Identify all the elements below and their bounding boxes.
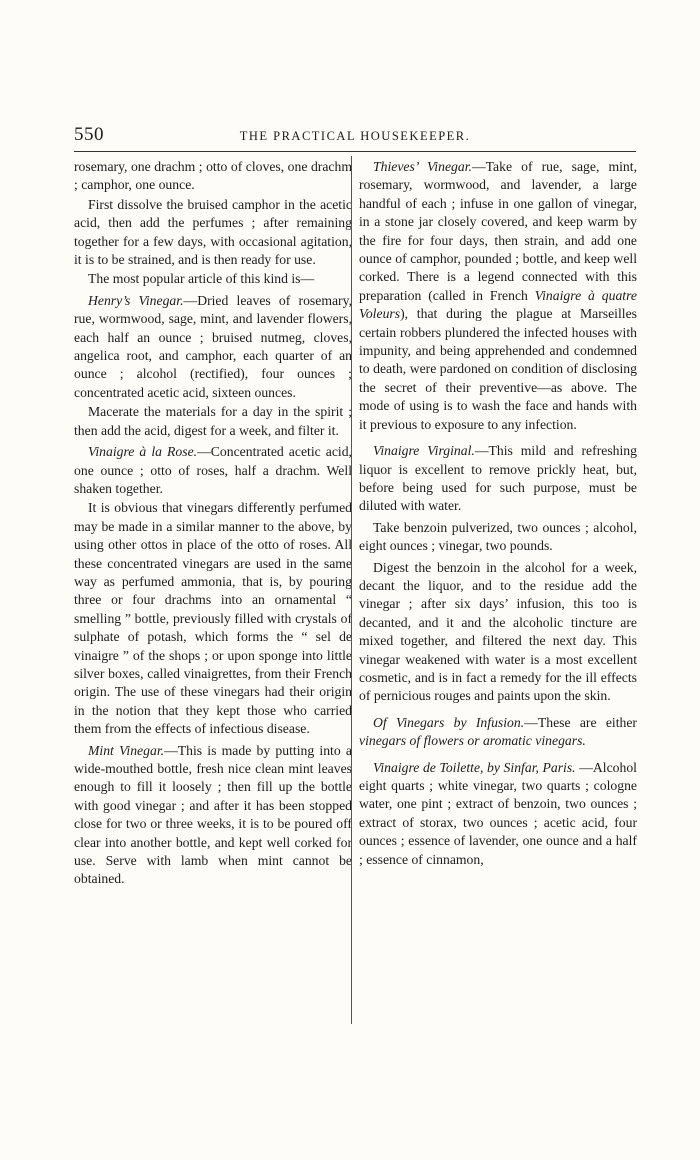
recipe-mint-vinegar: Mint Vinegar.—This is made by putting into a wide-mouthed bottle, fresh nice clean mint leaves enough to fill it loosely ; then fill up the bottle with good vinegar ; and after it has been stopped close for two or three weeks, it is to be poured off clear into another bottle, and kept well corked for use. Serve with lamb when mint cannot be obtained. <box>74 742 352 887</box>
recipe-thieves-vinegar: Thieves’ Vinegar.—Take of rue, sage, mint, rosemary, wormwood, and lavender, a large handful of each ; infuse in one gallon of vinegar, in a stone jar closely covered, and keep warm by the fire for four days, then strain, and add one ounce of camphor, pounded ; bottle, and keep well corked. There is a legend connected with this preparation (called in French Vinaigre à quatre Voleurs), that during the plague at Marseilles certain robbers plundered the infected houses with impunity, and being apprehended and condemned to death, were pardoned on condition of disclosing the secret of their preventive—as above. The mode of using is to wash the face and hands with it previous to exposure to any infection. <box>359 159 637 432</box>
recipe-title: Thieves’ Vinegar. <box>373 159 472 174</box>
page-number: 550 <box>74 124 104 145</box>
running-title: THE PRACTICAL HOUSEKEEPER. <box>239 129 471 143</box>
header-rule <box>74 151 636 152</box>
recipe-vinaigre-de-toilette: Vinaigre de Toilette, by Sinfar, Paris. —Alcohol eight quarts ; white vinegar, two quarts ; cologne water, one pint ; extract of benzoin, two ounces ; extract of storax, two ounces ; acetic acid, four ounces ; essence of lavender, one ounce and a half ; essence of cinnamon, <box>359 759 637 867</box>
recipe-title: Of Vinegars by Infusion. <box>373 714 525 730</box>
section-vinegars-by-infusion: Of Vinegars by Infusion.—These are either vinegars of flowers or aromatic vinegars. <box>359 714 637 749</box>
paragraph: The most popular article of this kind is— <box>88 271 315 287</box>
column-divider <box>351 156 352 1024</box>
paragraph: It is obvious that vinegars differently perfumed may be made in a similar manner to the above, by using other ottos in place of the otto of roses. All these concentrated vinegars are used in the same way as perfumed ammonia, that is, by pouring three or four drachms into an ornamental “ smelling ” bottle, previously filled with crystals of sulphate of potash, which forms the “ sel de vinaigre ” of the shops ; or upon sponge into little silver boxes, called vinaigrettes, from their French origin. The use of these vinegars had their origin in the notion that they kept those who carried them from the effects of infectious disease. <box>74 500 352 737</box>
recipe-title: Vinaigre de Toilette, by Sinfar, Paris. <box>373 759 576 775</box>
recipe-vinaigre-a-la-rose: Vinaigre à la Rose.—Concentrated acetic acid, one ounce ; otto of roses, half a drachm. Well shaken together. <box>74 444 352 496</box>
paragraph: Take benzoin pulverized, two ounces ; alcohol, eight ounces ; vinegar, two pounds. <box>359 519 637 554</box>
page-header <box>74 124 636 150</box>
recipe-title: Vinaigre à la Rose. <box>88 444 198 460</box>
left-column <box>74 158 352 890</box>
recipe-vinaigre-virginal: Vinaigre Virginal.—This mild and refreshing liquor is excellent to remove prickly heat, but, before being used for such purpose, must be diluted with water. <box>359 443 637 514</box>
recipe-title: Henry’s Vinegar. <box>88 292 184 308</box>
paragraph: Digest the benzoin in the alcohol for a week, decant the liquor, and to the residue add the vinegar ; after six days’ infusion, this too is decanted, and it and the alcoholic tincture are mixed together, and filtered the next day. This vinegar weakened with water is a most excellent cosmetic, and is in fact a remedy for the ill effects of pernicious rouges and paints upon the skin. <box>359 559 637 704</box>
recipe-henrys-vinegar: Henry’s Vinegar.—Dried leaves of rosemary, rue, wormwood, sage, mint, and lavender flowers, each half an ounce ; bruised nutmeg, cloves, angelica root, and camphor, each quarter of an ounce ; alcohol (rectified), four ounces ; concentrated acetic acid, sixteen ounces. <box>74 292 352 400</box>
recipe-title: Vinaigre Virginal. <box>373 443 475 459</box>
paragraph: First dissolve the bruised camphor in the acetic acid, then add the perfumes ; after remaining together for a few days, with occasional agitation, it is to be strained, and is then ready for use. <box>74 196 352 268</box>
right-column <box>359 158 637 870</box>
paragraph: rosemary, one drachm ; otto of cloves, one drachm ; camphor, one ounce. <box>74 159 352 193</box>
paragraph: Macerate the materials for a day in the spirit ; then add the acid, digest for a week, and filter it. <box>74 404 352 438</box>
recipe-title: Mint Vinegar. <box>88 742 165 758</box>
